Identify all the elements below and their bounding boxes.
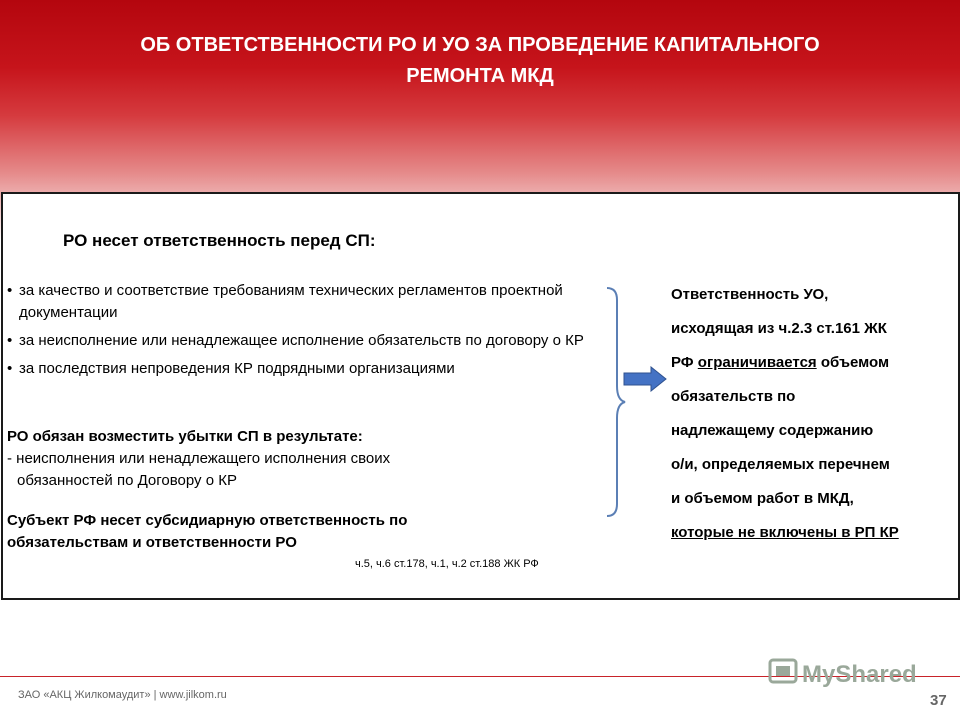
subheading: РО несет ответственность перед СП: — [63, 231, 376, 250]
uo-line-2: исходящая из ч.2.3 ст.161 ЖК — [671, 320, 887, 337]
subject-line-1: Субъект РФ несет субсидиарную ответственность по — [7, 512, 408, 529]
list-item: • за неисполнение или ненадлежащее исполнение обязательств по договору о КР — [7, 330, 607, 352]
uo-line-7: и объемом работ в МКД, — [671, 490, 854, 507]
subject-block — [7, 510, 607, 554]
uo-line-3-prefix: РФ — [671, 354, 698, 371]
obligation-heading: РО обязан возместить убытки СП в результате: — [7, 428, 363, 445]
uo-line-3-suffix: объемом — [816, 354, 890, 371]
slide-title — [40, 30, 920, 92]
uo-line-6: о/и, определяемых перечнем — [671, 456, 890, 473]
uo-line-4: обязательств по — [671, 388, 796, 405]
title-line-1: ОБ ОТВЕТСТВЕННОСТИ РО И УО ЗА ПРОВЕДЕНИЕ КАПИТАЛЬНОГО — [140, 34, 820, 56]
uo-line-5: надлежащему содержанию — [671, 422, 874, 439]
footer-company: ЗАО «АКЦ Жилкомаудит» | www.jilkom.ru — [18, 689, 227, 701]
page-number: 37 — [930, 692, 947, 709]
list-item: • за последствия непроведения КР подрядными организациями — [7, 358, 607, 380]
obligation-line-2: обязанностей по Договору о КР — [17, 472, 237, 489]
list-item: • за качество и соответствие требованиям технических регламентов проектной документации — [7, 280, 607, 324]
watermark-text: MyShared — [802, 661, 917, 688]
uo-line-1: Ответственность УО, — [671, 286, 829, 303]
right-arrow-icon — [623, 366, 667, 392]
responsibility-list — [7, 280, 607, 386]
uo-responsibility-text — [671, 278, 960, 550]
obligation-line-1: - неисполнения или ненадлежащего исполнения своих — [7, 450, 391, 467]
myshared-watermark-logo — [768, 656, 928, 692]
obligation-block — [7, 426, 607, 492]
title-line-2: РЕМОНТА МКД — [406, 65, 554, 87]
legal-source: ч.5, ч.6 ст.178, ч.1, ч.2 ст.188 ЖК РФ — [355, 558, 539, 570]
uo-limited-underlined: ограничивается — [697, 354, 817, 371]
content-panel — [1, 192, 960, 600]
curly-brace-icon — [603, 286, 627, 518]
uo-line-8-underlined: которые не включены в РП КР — [671, 524, 899, 541]
subject-line-2: обязательствам и ответственности РО — [7, 534, 297, 551]
